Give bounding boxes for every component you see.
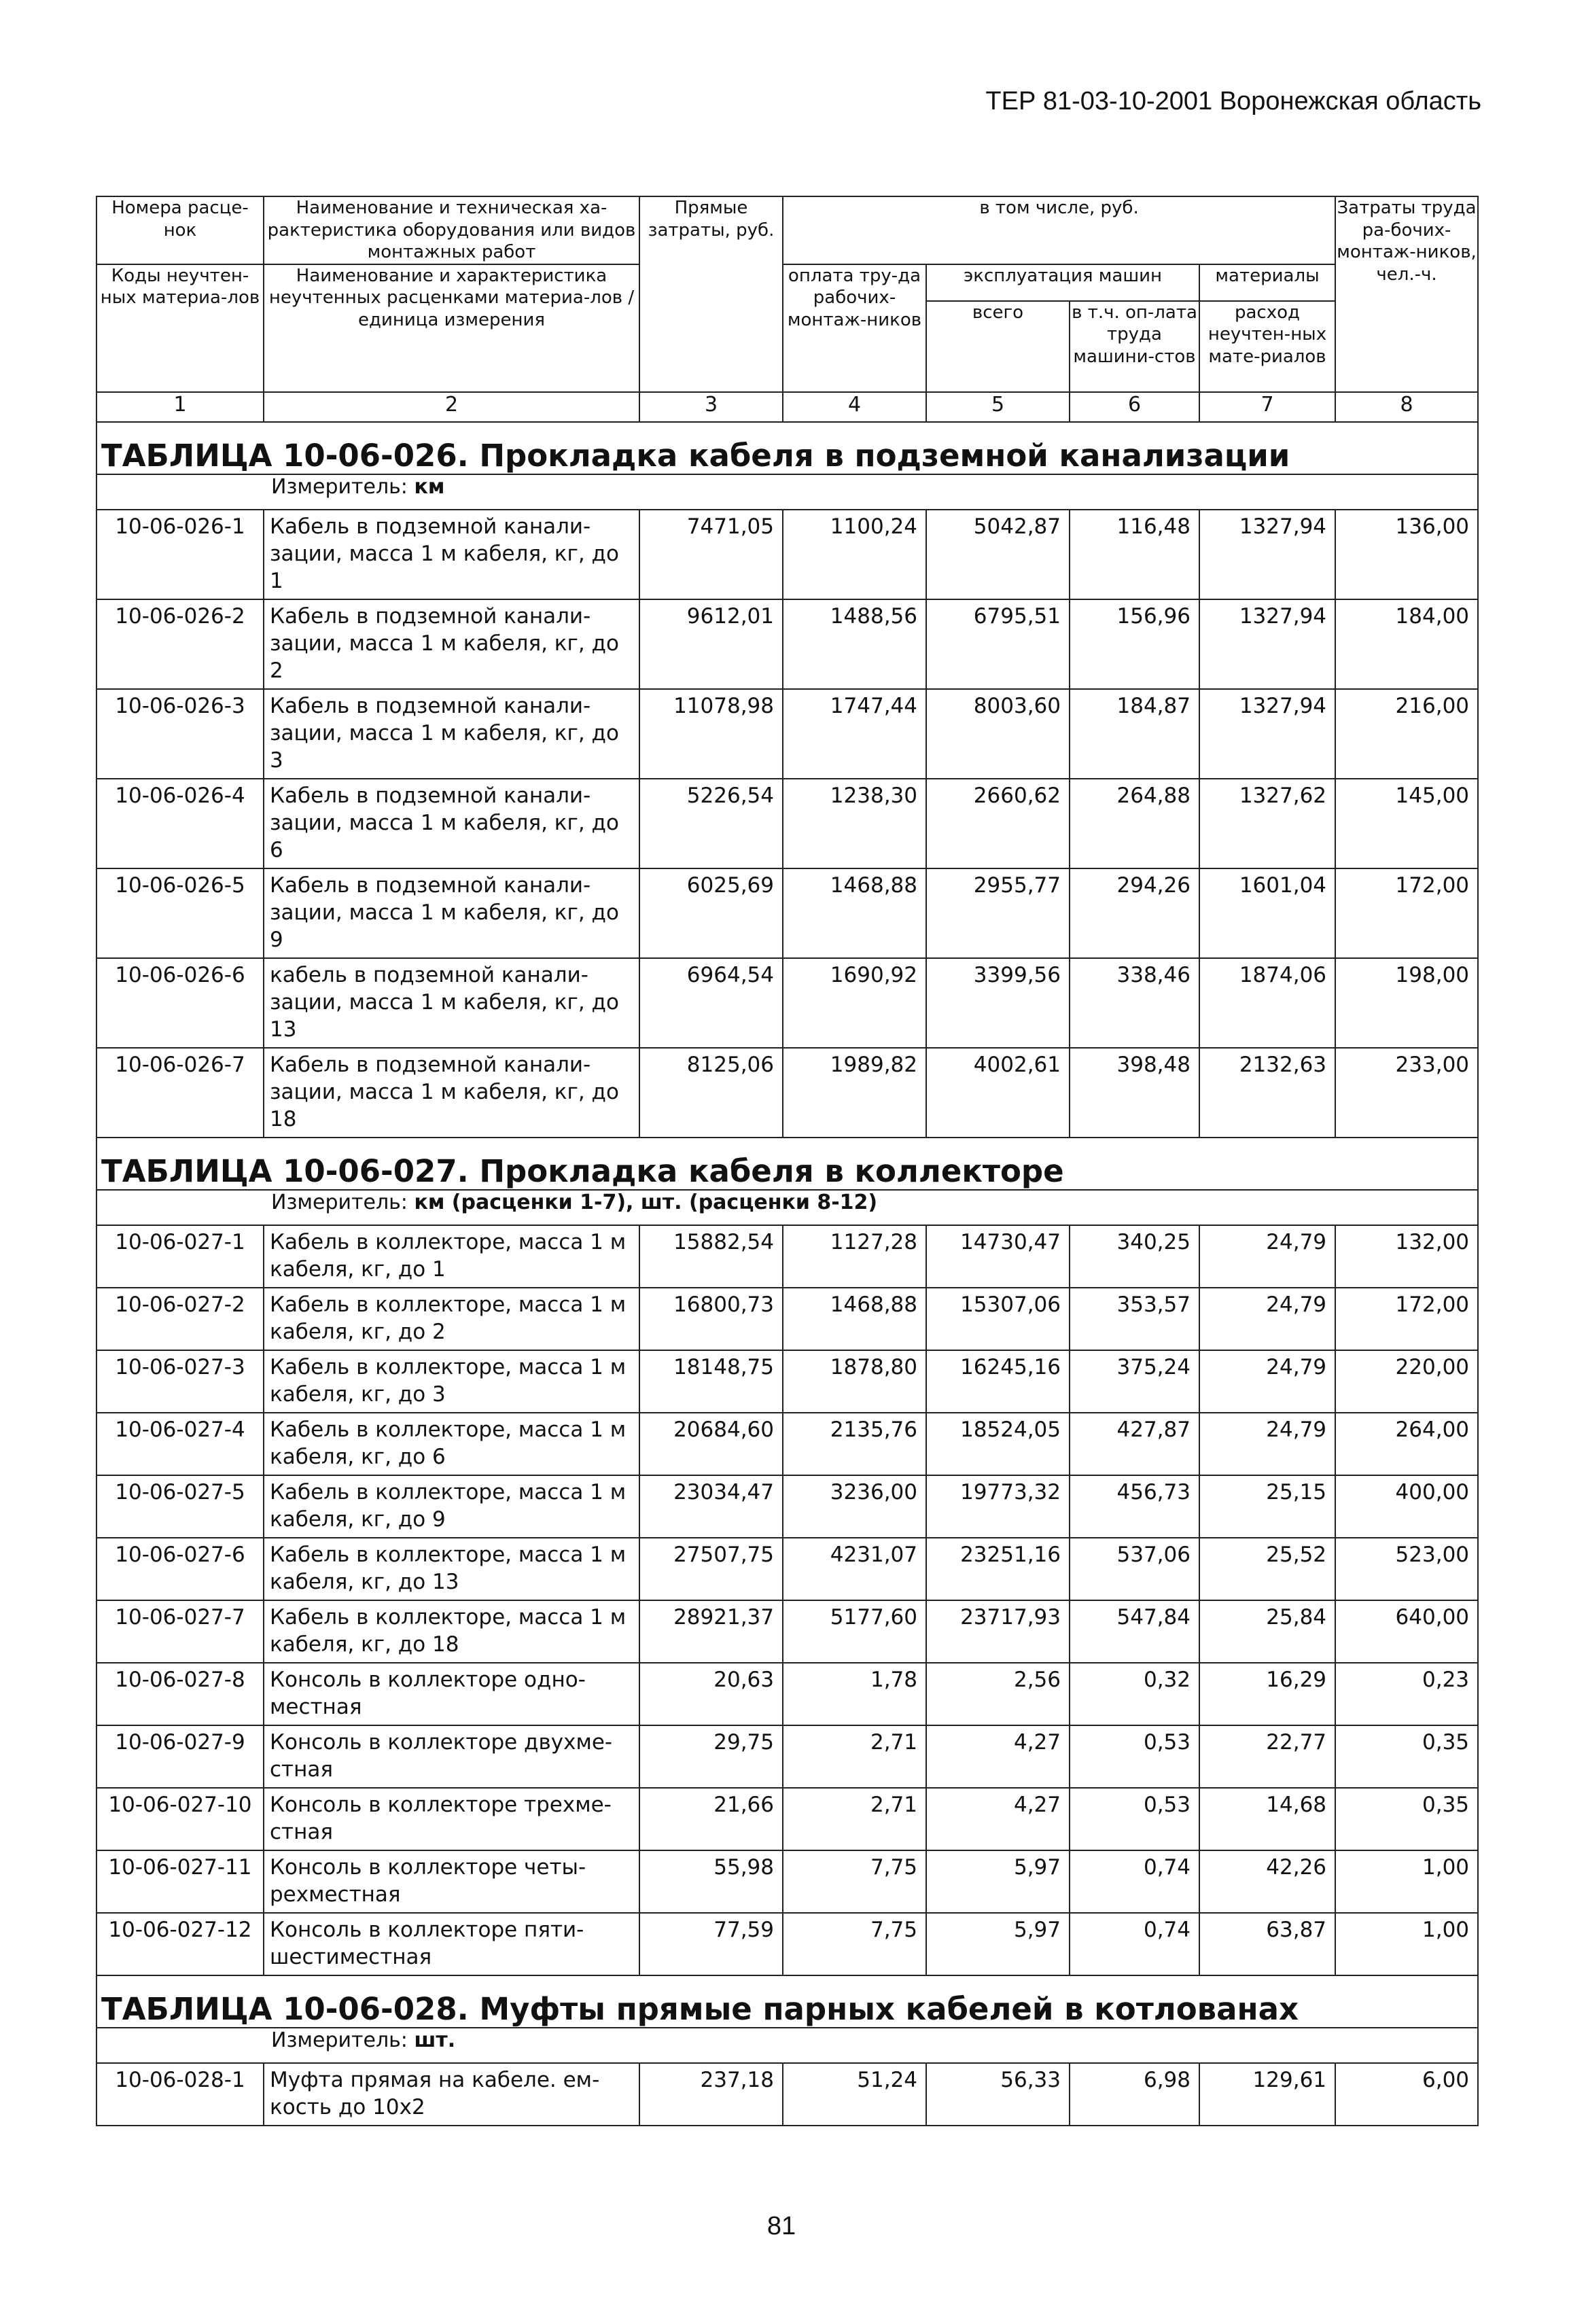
table-row	[96, 779, 1478, 868]
table-row	[96, 2063, 1478, 2126]
value-direct: 237,18	[639, 2063, 783, 2126]
value-mach: 19773,32	[926, 1475, 1070, 1538]
value-mach: 2955,77	[926, 868, 1070, 958]
value-mat: 1327,94	[1199, 689, 1335, 779]
value-mach: 16245,16	[926, 1350, 1070, 1413]
unit-row	[96, 2028, 1478, 2063]
value-labor: 1747,44	[783, 689, 926, 779]
value-direct: 55,98	[639, 1850, 783, 1913]
rate-code: 10-06-028-1	[96, 2063, 264, 2126]
value-mach-labor: 0,74	[1070, 1913, 1199, 1975]
value-labor: 1878,80	[783, 1350, 926, 1413]
col2-bottom-header: Наименование и характеристика неучтенных расценками материа-лов / единица измерения	[264, 264, 639, 392]
value-labor: 1989,82	[783, 1048, 926, 1138]
value-mat: 1874,06	[1199, 958, 1335, 1048]
value-direct: 8125,06	[639, 1048, 783, 1138]
value-mat: 22,77	[1199, 1725, 1335, 1788]
rate-name: кабель в подземной канали-зации, масса 1 м кабеля, кг, до 13	[264, 958, 639, 1048]
value-hours: 233,00	[1335, 1048, 1478, 1138]
value-labor: 1100,24	[783, 510, 926, 599]
value-mach-labor: 547,84	[1070, 1600, 1199, 1663]
rate-code: 10-06-027-12	[96, 1913, 264, 1975]
value-mach: 2660,62	[926, 779, 1070, 868]
value-mach-labor: 156,96	[1070, 599, 1199, 689]
value-labor: 1238,30	[783, 779, 926, 868]
value-mach: 4002,61	[926, 1048, 1070, 1138]
unit-value: шт.	[414, 2028, 456, 2052]
table-row	[96, 1788, 1478, 1850]
value-mach-labor: 0,53	[1070, 1725, 1199, 1788]
value-mach-labor: 0,53	[1070, 1788, 1199, 1850]
value-mach: 18524,05	[926, 1413, 1070, 1475]
page-number: 81	[766, 2212, 796, 2240]
value-hours: 523,00	[1335, 1538, 1478, 1600]
value-direct: 16800,73	[639, 1288, 783, 1350]
table-row	[96, 1288, 1478, 1350]
value-labor: 5177,60	[783, 1600, 926, 1663]
rate-code: 10-06-026-2	[96, 599, 264, 689]
value-mach-labor: 0,74	[1070, 1850, 1199, 1913]
value-hours: 264,00	[1335, 1413, 1478, 1475]
value-direct: 9612,01	[639, 599, 783, 689]
value-mach: 8003,60	[926, 689, 1070, 779]
value-hours: 216,00	[1335, 689, 1478, 779]
col7-header: расход неучтен-ных мате-риалов	[1199, 301, 1335, 392]
value-direct: 6025,69	[639, 868, 783, 958]
rate-code: 10-06-027-5	[96, 1475, 264, 1538]
value-direct: 29,75	[639, 1725, 783, 1788]
table-row	[96, 1538, 1478, 1600]
table-row	[96, 1913, 1478, 1975]
rate-code: 10-06-027-4	[96, 1413, 264, 1475]
unit-label: Измеритель:	[271, 1190, 415, 1214]
value-labor: 1488,56	[783, 599, 926, 689]
value-labor: 1127,28	[783, 1225, 926, 1288]
unit-value: км (расценки 1-7), шт. (расценки 8-12)	[414, 1190, 878, 1214]
value-mach-labor: 427,87	[1070, 1413, 1199, 1475]
rate-code: 10-06-026-7	[96, 1048, 264, 1138]
value-mat: 25,52	[1199, 1538, 1335, 1600]
value-hours: 6,00	[1335, 2063, 1478, 2126]
rate-name: Кабель в подземной канали-зации, масса 1 м кабеля, кг, до 6	[264, 779, 639, 868]
col-number: 2	[264, 392, 639, 422]
value-mach: 4,27	[926, 1725, 1070, 1788]
rate-name: Кабель в подземной канали-зации, масса 1 м кабеля, кг, до 18	[264, 1048, 639, 1138]
rate-code: 10-06-027-7	[96, 1600, 264, 1663]
value-labor: 4231,07	[783, 1538, 926, 1600]
value-hours: 145,00	[1335, 779, 1478, 868]
value-mach-labor: 456,73	[1070, 1475, 1199, 1538]
unit-label: Измеритель:	[271, 2028, 415, 2052]
section-title	[96, 1975, 1478, 2028]
value-mach: 4,27	[926, 1788, 1070, 1850]
value-mach-labor: 398,48	[1070, 1048, 1199, 1138]
value-direct: 77,59	[639, 1913, 783, 1975]
machines-header: эксплуатация машин	[926, 264, 1199, 301]
table-row	[96, 1413, 1478, 1475]
table-row	[96, 599, 1478, 689]
value-labor: 7,75	[783, 1850, 926, 1913]
value-mat: 24,79	[1199, 1350, 1335, 1413]
value-mach: 2,56	[926, 1663, 1070, 1725]
value-mat: 2132,63	[1199, 1048, 1335, 1138]
rate-code: 10-06-026-4	[96, 779, 264, 868]
col3-header: Прямые затраты, руб.	[639, 196, 783, 392]
table-row	[96, 1350, 1478, 1413]
rate-name: Консоль в коллекторе трехме-стная	[264, 1788, 639, 1850]
rate-code: 10-06-026-3	[96, 689, 264, 779]
rate-name: Кабель в коллекторе, масса 1 м кабеля, кг, до 18	[264, 1600, 639, 1663]
rate-name: Кабель в коллекторе, масса 1 м кабеля, кг, до 2	[264, 1288, 639, 1350]
unit-row	[96, 1190, 1478, 1225]
value-mach: 5042,87	[926, 510, 1070, 599]
col6-header: в т.ч. оп-лата труда машини-стов	[1070, 301, 1199, 392]
value-mat: 1327,62	[1199, 779, 1335, 868]
value-mat: 63,87	[1199, 1913, 1335, 1975]
value-labor: 7,75	[783, 1913, 926, 1975]
value-mach: 5,97	[926, 1850, 1070, 1913]
table-row	[96, 510, 1478, 599]
value-mat: 24,79	[1199, 1413, 1335, 1475]
col5-header: всего	[926, 301, 1070, 392]
rate-name: Консоль в коллекторе одно-местная	[264, 1663, 639, 1725]
value-mach-labor: 294,26	[1070, 868, 1199, 958]
rate-name: Консоль в коллекторе двухме-стная	[264, 1725, 639, 1788]
unit-label: Измеритель:	[271, 474, 415, 499]
value-mat: 16,29	[1199, 1663, 1335, 1725]
value-hours: 136,00	[1335, 510, 1478, 599]
value-hours: 0,23	[1335, 1663, 1478, 1725]
section-title	[96, 422, 1478, 474]
rate-name: Кабель в коллекторе, масса 1 м кабеля, кг, до 1	[264, 1225, 639, 1288]
value-mat: 42,26	[1199, 1850, 1335, 1913]
value-hours: 132,00	[1335, 1225, 1478, 1288]
value-mat: 25,15	[1199, 1475, 1335, 1538]
col1-bottom-header: Коды неучтен-ных материа-лов	[96, 264, 264, 392]
value-hours: 400,00	[1335, 1475, 1478, 1538]
rate-name: Кабель в подземной канали-зации, масса 1 м кабеля, кг, до 9	[264, 868, 639, 958]
rate-code: 10-06-027-3	[96, 1350, 264, 1413]
value-mat: 1327,94	[1199, 599, 1335, 689]
value-mach-labor: 353,57	[1070, 1288, 1199, 1350]
rate-code: 10-06-027-2	[96, 1288, 264, 1350]
value-direct: 20684,60	[639, 1413, 783, 1475]
rate-name: Кабель в подземной канали-зации, масса 1 м кабеля, кг, до 2	[264, 599, 639, 689]
value-labor: 2,71	[783, 1788, 926, 1850]
value-direct: 20,63	[639, 1663, 783, 1725]
unit-value: км	[414, 474, 445, 499]
value-direct: 27507,75	[639, 1538, 783, 1600]
value-hours: 0,35	[1335, 1788, 1478, 1850]
including-header: в том числе, руб.	[783, 196, 1335, 264]
value-labor: 1468,88	[783, 1288, 926, 1350]
value-mat: 129,61	[1199, 2063, 1335, 2126]
value-direct: 28921,37	[639, 1600, 783, 1663]
value-direct: 15882,54	[639, 1225, 783, 1288]
col-number: 3	[639, 392, 783, 422]
value-mach-labor: 264,88	[1070, 779, 1199, 868]
section-title-text: ТАБЛИЦА 10-06-028. Муфты прямые парных кабелей в котлованах	[101, 1990, 1299, 2027]
table-row	[96, 1663, 1478, 1725]
value-mat: 14,68	[1199, 1788, 1335, 1850]
value-mach-labor: 340,25	[1070, 1225, 1199, 1288]
rate-name: Кабель в коллекторе, масса 1 м кабеля, кг, до 6	[264, 1413, 639, 1475]
value-mach-labor: 184,87	[1070, 689, 1199, 779]
table-row	[96, 958, 1478, 1048]
unit-row	[96, 474, 1478, 510]
col-number: 7	[1199, 392, 1335, 422]
value-mat: 1327,94	[1199, 510, 1335, 599]
value-mach-labor: 0,32	[1070, 1663, 1199, 1725]
col-number: 6	[1070, 392, 1199, 422]
value-mach-labor: 6,98	[1070, 2063, 1199, 2126]
value-direct: 5226,54	[639, 779, 783, 868]
rate-code: 10-06-027-8	[96, 1663, 264, 1725]
rate-code: 10-06-027-9	[96, 1725, 264, 1788]
col-number: 5	[926, 392, 1070, 422]
table-row	[96, 1600, 1478, 1663]
value-mach: 23717,93	[926, 1600, 1070, 1663]
rate-code: 10-06-027-11	[96, 1850, 264, 1913]
table-row	[96, 689, 1478, 779]
materials-header: материалы	[1199, 264, 1335, 301]
col-number: 8	[1335, 392, 1478, 422]
value-labor: 1,78	[783, 1663, 926, 1725]
value-labor: 3236,00	[783, 1475, 926, 1538]
rate-code: 10-06-027-10	[96, 1788, 264, 1850]
section-title	[96, 1138, 1478, 1190]
value-direct: 23034,47	[639, 1475, 783, 1538]
value-mach: 14730,47	[926, 1225, 1070, 1288]
section-title-text: ТАБЛИЦА 10-06-027. Прокладка кабеля в коллекторе	[101, 1152, 1064, 1189]
rate-name: Кабель в коллекторе, масса 1 м кабеля, кг, до 9	[264, 1475, 639, 1538]
value-mach: 15307,06	[926, 1288, 1070, 1350]
table-row	[96, 1048, 1478, 1138]
value-mach-labor: 375,24	[1070, 1350, 1199, 1413]
value-mat: 1601,04	[1199, 868, 1335, 958]
value-labor: 51,24	[783, 2063, 926, 2126]
value-hours: 172,00	[1335, 1288, 1478, 1350]
value-labor: 1690,92	[783, 958, 926, 1048]
table-row	[96, 1225, 1478, 1288]
value-direct: 21,66	[639, 1788, 783, 1850]
rate-name: Кабель в подземной канали-зации, масса 1 м кабеля, кг, до 3	[264, 689, 639, 779]
rate-code: 10-06-026-5	[96, 868, 264, 958]
rate-code: 10-06-026-1	[96, 510, 264, 599]
rate-name: Кабель в коллекторе, масса 1 м кабеля, кг, до 13	[264, 1538, 639, 1600]
value-direct: 7471,05	[639, 510, 783, 599]
value-mach: 23251,16	[926, 1538, 1070, 1600]
value-mach: 3399,56	[926, 958, 1070, 1048]
running-head: ТЕР 81-03-10-2001 Воронежская область	[985, 87, 1481, 116]
table-row	[96, 1850, 1478, 1913]
value-mach-labor: 338,46	[1070, 958, 1199, 1048]
table-row	[96, 868, 1478, 958]
section-title-text: ТАБЛИЦА 10-06-026. Прокладка кабеля в подземной канализации	[101, 437, 1290, 474]
rate-code: 10-06-026-6	[96, 958, 264, 1048]
col8-header: Затраты труда ра-бочих-монтаж-ников, чел.-ч.	[1335, 196, 1478, 392]
rate-name: Кабель в коллекторе, масса 1 м кабеля, кг, до 3	[264, 1350, 639, 1413]
rate-name: Кабель в подземной канали-зации, масса 1 м кабеля, кг, до 1	[264, 510, 639, 599]
value-hours: 640,00	[1335, 1600, 1478, 1663]
value-labor: 2,71	[783, 1725, 926, 1788]
value-mach-labor: 537,06	[1070, 1538, 1199, 1600]
value-mat: 25,84	[1199, 1600, 1335, 1663]
rates-table	[96, 196, 1479, 2126]
value-direct: 6964,54	[639, 958, 783, 1048]
value-mach: 56,33	[926, 2063, 1070, 2126]
value-hours: 198,00	[1335, 958, 1478, 1048]
value-hours: 220,00	[1335, 1350, 1478, 1413]
value-mat: 24,79	[1199, 1288, 1335, 1350]
value-direct: 11078,98	[639, 689, 783, 779]
rate-name: Муфта прямая на кабеле. ем-кость до 10х2	[264, 2063, 639, 2126]
col2-top-header: Наименование и техническая ха-рактеристика оборудования или видов монтажных работ	[264, 196, 639, 264]
col-number: 1	[96, 392, 264, 422]
rate-code: 10-06-027-1	[96, 1225, 264, 1288]
col1-top-header: Номера расце-нок	[96, 196, 264, 264]
col-number: 4	[783, 392, 926, 422]
value-labor: 2135,76	[783, 1413, 926, 1475]
value-hours: 1,00	[1335, 1850, 1478, 1913]
col4-header: оплата тру-да рабочих-монтаж-ников	[783, 264, 926, 392]
value-hours: 1,00	[1335, 1913, 1478, 1975]
value-mach-labor: 116,48	[1070, 510, 1199, 599]
value-mach: 5,97	[926, 1913, 1070, 1975]
value-mat: 24,79	[1199, 1225, 1335, 1288]
value-direct: 18148,75	[639, 1350, 783, 1413]
table-row	[96, 1475, 1478, 1538]
value-hours: 184,00	[1335, 599, 1478, 689]
rate-code: 10-06-027-6	[96, 1538, 264, 1600]
table-row	[96, 1725, 1478, 1788]
value-mach: 6795,51	[926, 599, 1070, 689]
value-hours: 0,35	[1335, 1725, 1478, 1788]
rate-name: Консоль в коллекторе пяти-шестиместная	[264, 1913, 639, 1975]
value-labor: 1468,88	[783, 868, 926, 958]
rate-name: Консоль в коллекторе четы-рехместная	[264, 1850, 639, 1913]
value-hours: 172,00	[1335, 868, 1478, 958]
